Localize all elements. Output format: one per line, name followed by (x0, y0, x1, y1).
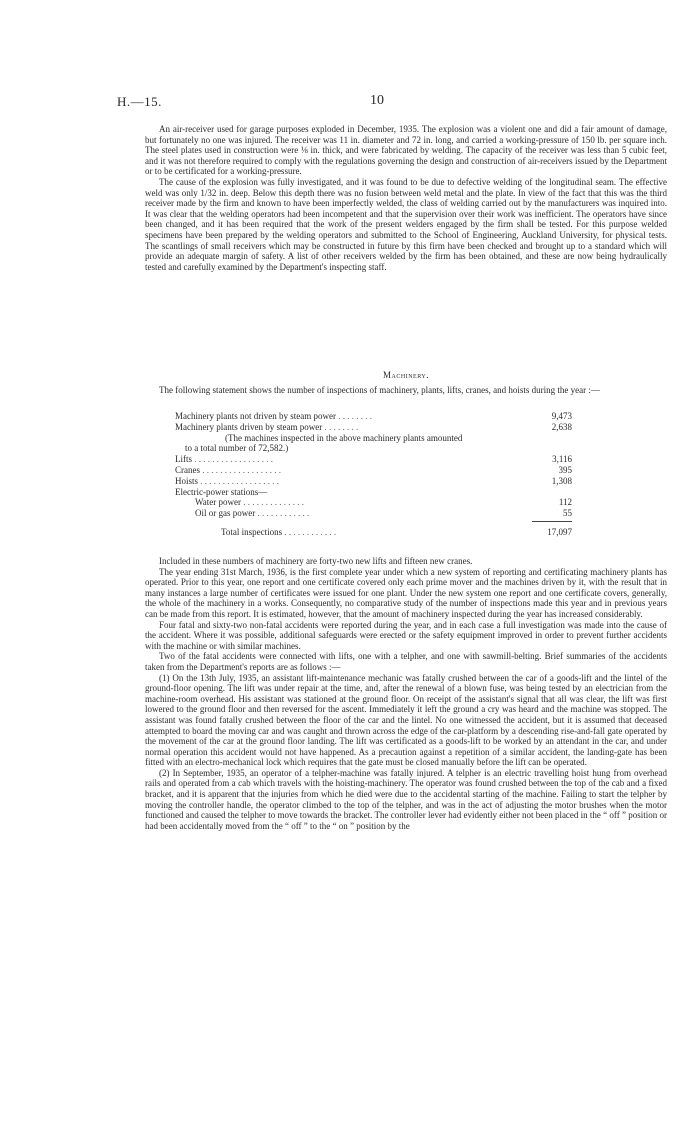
paragraph: (1) On the 13th July, 1935, an assistant lift-maintenance mechanic was fatally crushed between the car of a goods-lift and the lintel of the ground-floor opening. The lift was under repair at the time, and, after the renewal of a blown fuse, was being tested by an electrician from the machine-room overhead. His assistant was stationed at the ground floor. On receipt of the assistant's signal that all was clear, the lift was first lowered to the ground floor and then reversed for the ascent. Immediately it left the ground a cry was heard and the machine was stopped. The assistant was found fatally crushed between the floor of the car and the lintel. No one witnessed the accident, but it is assumed that deceased attempted to board the moving car and was caught and thrown across the edge of the car-platform by a descending rise-and-fall gate operated by the movement of the car at the ground floor landing. The lift was certificated as a goods-lift to be worked by an attendant in the car, and under normal operation this accident would not have happened. As a precaution against a repetition of a similar accident, the landing-gate has been fitted with an electro-mechanical lock which requires that the gate must be closed manually before the lift can be operated. (145, 672, 667, 768)
row-value: 2,638 (551, 421, 572, 432)
paragraph: The cause of the explosion was fully investigated, and it was found to be due to defective welding of the longitudinal seam. The effective weld was only 1/32 in. deep. Below this depth there was no fusion between weld metal and the plate. In view of the fact that this was the third receiver made by the firm and known to have been imperfectly welded, the class of welding carried out by the manufacturers was inquired into. It was clear that the welding operators had been incompetent and that the supervision over their work was inefficient. The operators have since been changed, and it has been required that the work of the present welders engaged by the firm shall be tested. For this purpose welded specimens have been prepared by the welding operators and submitted to the School of Engineering, Auckland University, for physical tests. The scantlings of small receivers which may be constructed in future by this firm have been checked and brought up to a standard which will provide an adequate margin of safety. A list of other receivers welded by the firm has been obtained, and these are now being hydraulically tested and carefully examined by the Department's inspecting staff. (145, 176, 667, 272)
total-rule (532, 521, 572, 524)
paragraph: An air-receiver used for garage purposes exploded in December, 1935. The explosion was a violent one and did a fair amount of damage, but fortunately no one was injured. The receiver was 11 in. diameter and 72 in. long, and carried a working-pressure of 150 lb. per square inch. The steel plates used in construction were ⅛ in. thick, and were fabricated by welding. The capacity of the receiver was less than 5 cubic feet, and it was not therefore required to comply with the regulations governing the design and construction of air-receivers issued by the Department or to be certificated for a working-pressure. (145, 124, 667, 177)
table-row (175, 497, 572, 508)
table-total-row (175, 527, 572, 538)
table-row (175, 508, 572, 519)
row-value: 395 (558, 464, 572, 475)
row-label: Water power . . . . . . . . . . . . . . (195, 497, 305, 508)
row-value: 1,308 (551, 475, 572, 486)
row-label: Total inspections . . . . . . . . . . . . (221, 526, 337, 537)
table-subheading: Electric-power stations— (175, 486, 268, 497)
inspections-table (175, 411, 572, 538)
table-row (175, 411, 572, 422)
paragraph: The year ending 31st March, 1936, is the first complete year under which a new system of reporting and certificating machinery plants has operated. Prior to this year, one report and one certificate covered only each prime mover and the machines driven by it, with the result that in many instances a large number of certificates were issued for one plant. Under the new system one report and one certificate covers, generally, the whole of the machinery in a works. Consequently, no comparative study of the number of inspections made this year and in previous years can be made from this report. It is estimated, however, that the amount of machinery inspected during the year has increased considerably. (145, 566, 667, 619)
document-reference: H.—15. (117, 94, 162, 109)
machinery-heading: Machinery. (383, 370, 429, 380)
paragraph: Two of the fatal accidents were connected with lifts, one with a telpher, and one with sawmill-belting. Brief summaries of the accidents taken from the Department's reports are as follows :— (145, 651, 667, 672)
paragraph: The following statement shows the number of inspections of machinery, plants, lifts, cranes, and hoists during the year :— (159, 385, 600, 395)
row-label: Cranes . . . . . . . . . . . . . . . . . . (175, 464, 281, 475)
row-value: 3,116 (552, 454, 572, 465)
row-label: Lifts . . . . . . . . . . . . . . . . . . (175, 454, 273, 465)
paragraph: Included in these numbers of machinery are forty-two new lifts and fifteen new cranes. (159, 556, 473, 566)
page-number: 10 (370, 93, 384, 108)
table-note: to a total number of 72,582.) (185, 443, 289, 454)
table-row (175, 422, 572, 433)
row-value: 9,473 (551, 411, 572, 421)
table-note: (The machines inspected in the above machinery plants amounted (225, 432, 463, 443)
table-row (175, 476, 572, 487)
row-label: Machinery plants driven by steam power . . . . . . . . (175, 421, 359, 432)
row-label: Oil or gas power . . . . . . . . . . . . (195, 508, 310, 519)
paragraph: Four fatal and sixty-two non-fatal accidents were reported during the year, and in each case a full investigation was made into the cause of the accident. Where it was possible, additional safeguards were erected or the safety equipment improved in order to prevent further accidents with the machine or with similar machines. (145, 619, 667, 651)
paragraph: (2) In September, 1935, an operator of a telpher-machine was fatally injured. A telpher is an electric travelling hoist hung from overhead rails and operated from a cab which travels with the hoisting-machinery. The operator was found crushed between the top of the cab and a fixed bracket, and it is apparent that the injuries from which he died were due to the accidental starting of the machine. Failing to start the telpher by moving the controller handle, the operator climbed to the top of the telpher, and was in the act of adjusting the motor brushes when the motor functioned and caused the telpher to move towards the bracket. The controller lever had evidently either not been placed in the “ off ” position or had been accidentally moved from the “ off ” to the “ on ” position by the (145, 767, 667, 831)
table-row (175, 465, 572, 476)
table-row (175, 454, 572, 465)
row-value: 55 (563, 508, 572, 519)
row-label: Hoists . . . . . . . . . . . . . . . . . . (175, 475, 280, 486)
total-value: 17,097 (547, 526, 572, 537)
machinery-body (145, 556, 667, 831)
row-value: 112 (558, 497, 572, 508)
air-receiver-section (145, 124, 667, 272)
machinery-intro (145, 385, 667, 396)
row-label: Machinery plants not driven by steam power . . . . . . . . (175, 411, 372, 421)
